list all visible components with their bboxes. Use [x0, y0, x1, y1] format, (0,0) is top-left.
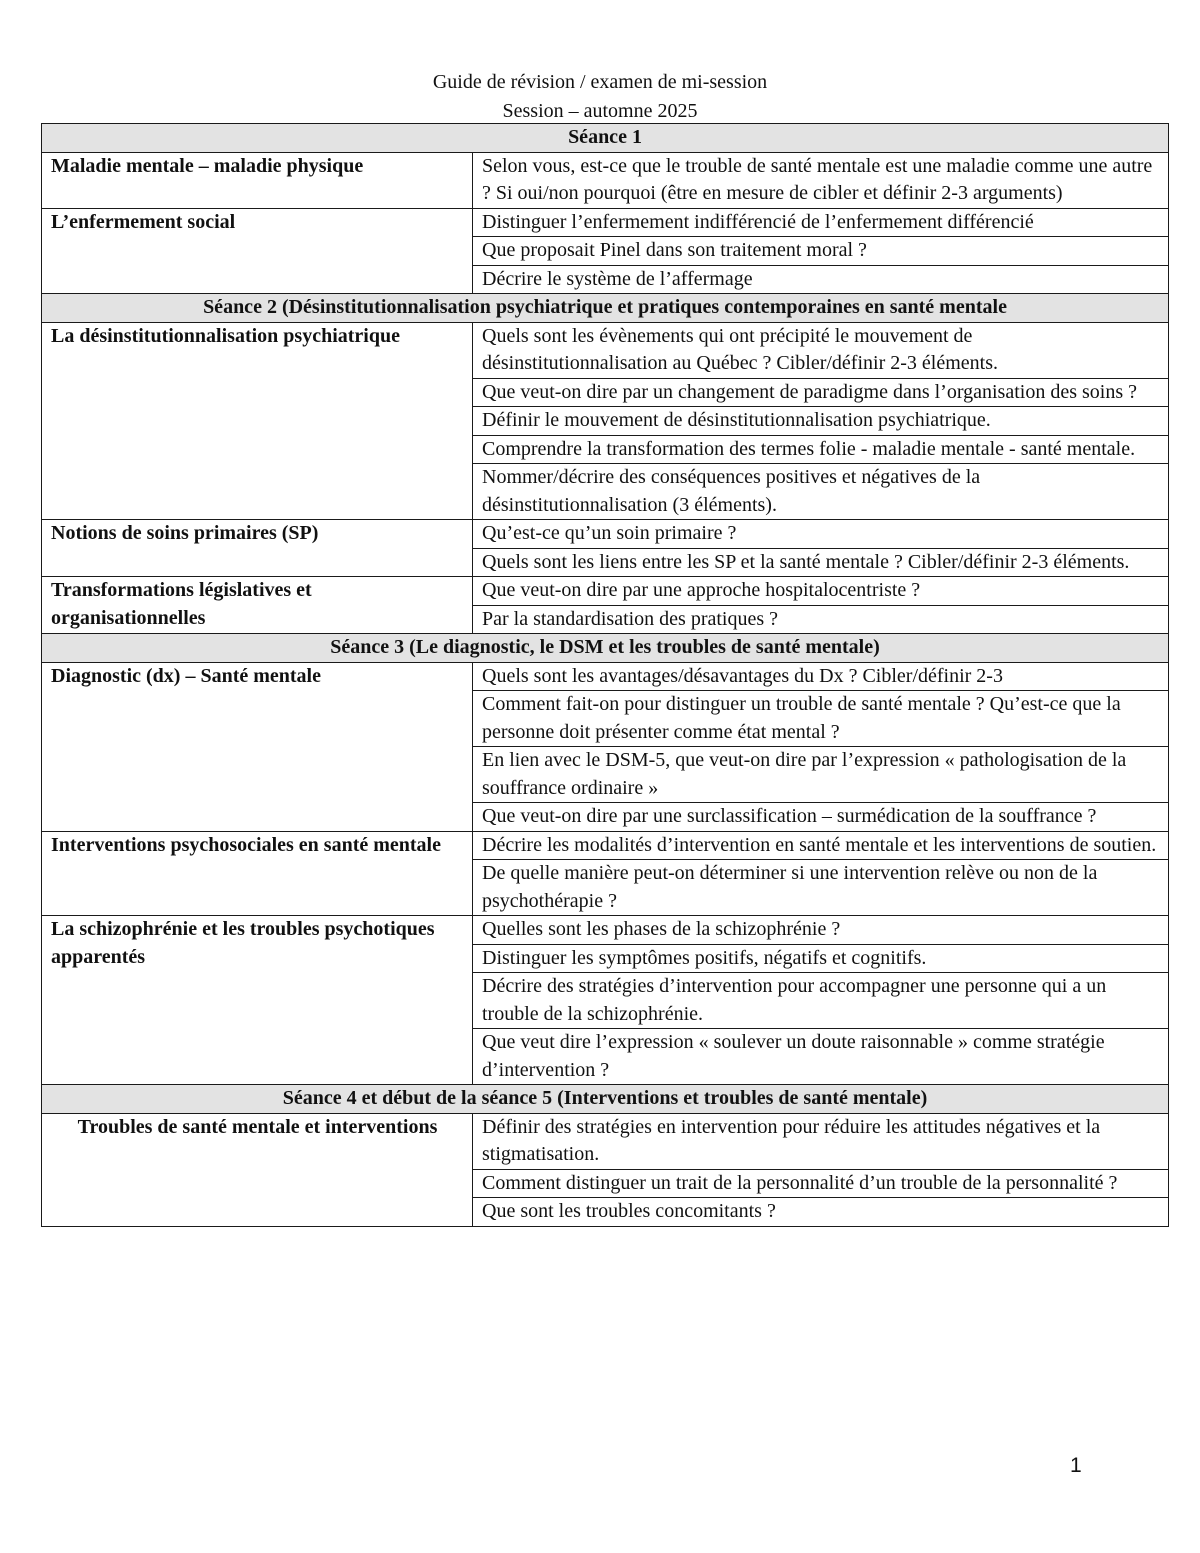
section-header-row [42, 124, 1169, 153]
question-cell: Décrire des stratégies d’intervention pour accompagner une personne qui a un trouble de la schizophrénie. [473, 973, 1169, 1029]
question-cell: Selon vous, est-ce que le trouble de santé mentale est une maladie comme une autre ? Si oui/non pourquoi (être en mesure de cibler et définir 2-3 arguments) [473, 152, 1169, 208]
question-cell: Que veut dire l’expression « soulever un doute raisonnable » comme stratégie d’intervention ? [473, 1029, 1169, 1085]
question-cell: Que proposait Pinel dans son traitement moral ? [473, 237, 1169, 266]
question-cell: Par la standardisation des pratiques ? [473, 605, 1169, 634]
question-row [42, 831, 1169, 860]
question-cell: De quelle manière peut-on déterminer si une intervention relève ou non de la psychothérapie ? [473, 860, 1169, 916]
question-cell: Définir des stratégies en intervention pour réduire les attitudes négatives et la stigmatisation. [473, 1113, 1169, 1169]
question-cell: Quelles sont les phases de la schizophrénie ? [473, 916, 1169, 945]
section-title: Séance 2 (Désinstitutionnalisation psychiatrique et pratiques contemporaines en santé mentale [42, 294, 1169, 323]
topic-cell: La désinstitutionnalisation psychiatrique [42, 322, 473, 520]
topic-cell: Diagnostic (dx) – Santé mentale [42, 662, 473, 831]
question-cell: Décrire les modalités d’intervention en santé mentale et les interventions de soutien. [473, 831, 1169, 860]
section-title: Séance 1 [42, 124, 1169, 153]
question-row [42, 208, 1169, 237]
section-header-row [42, 634, 1169, 663]
question-cell: Que sont les troubles concomitants ? [473, 1198, 1169, 1227]
question-row [42, 520, 1169, 549]
question-cell: Comment distinguer un trait de la personnalité d’un trouble de la personnalité ? [473, 1169, 1169, 1198]
question-row [42, 577, 1169, 606]
question-row [42, 662, 1169, 691]
question-cell: Comprendre la transformation des termes folie - maladie mentale - santé mentale. [473, 435, 1169, 464]
question-cell: Distinguer les symptômes positifs, négatifs et cognitifs. [473, 944, 1169, 973]
question-row [42, 322, 1169, 378]
section-title: Séance 4 et début de la séance 5 (Interventions et troubles de santé mentale) [42, 1085, 1169, 1114]
review-table [41, 123, 1169, 1227]
section-header-row [42, 294, 1169, 323]
question-row [42, 1113, 1169, 1169]
session-label: Session – automne 2025 [502, 100, 698, 122]
question-cell: Définir le mouvement de désinstitutionnalisation psychiatrique. [473, 407, 1169, 436]
question-cell: Que veut-on dire par un changement de paradigme dans l’organisation des soins ? [473, 378, 1169, 407]
topic-cell: L’enfermement social [42, 208, 473, 294]
section-title: Séance 3 (Le diagnostic, le DSM et les troubles de santé mentale) [42, 634, 1169, 663]
question-cell: Quels sont les liens entre les SP et la santé mentale ? Cibler/définir 2-3 éléments. [473, 548, 1169, 577]
topic-cell: Troubles de santé mentale et interventions [42, 1113, 473, 1226]
question-cell: Décrire le système de l’affermage [473, 265, 1169, 294]
question-row [42, 152, 1169, 208]
question-cell: Comment fait-on pour distinguer un trouble de santé mentale ? Qu’est-ce que la personne doit présenter comme état mental ? [473, 691, 1169, 747]
topic-cell: Interventions psychosociales en santé mentale [42, 831, 473, 916]
page-number: 1 [1070, 1454, 1082, 1477]
question-cell: Nommer/décrire des conséquences positives et négatives de la désinstitutionnalisation (3 éléments). [473, 464, 1169, 520]
question-cell: En lien avec le DSM-5, que veut-on dire par l’expression « pathologisation de la souffrance ordinaire » [473, 747, 1169, 803]
page-header [0, 68, 1200, 126]
review-table-body [42, 124, 1169, 1227]
topic-cell: Maladie mentale – maladie physique [42, 152, 473, 208]
topic-cell: La schizophrénie et les troubles psychotiques apparentés [42, 916, 473, 1085]
topic-cell: Transformations législatives et organisationnelles [42, 577, 473, 634]
section-header-row [42, 1085, 1169, 1114]
question-cell: Quels sont les évènements qui ont précipité le mouvement de désinstitutionnalisation au Québec ? Cibler/définir 2-3 éléments. [473, 322, 1169, 378]
question-cell: Quels sont les avantages/désavantages du Dx ? Cibler/définir 2-3 [473, 662, 1169, 691]
topic-cell: Notions de soins primaires (SP) [42, 520, 473, 577]
document-title: Guide de révision / examen de mi-session [432, 71, 768, 93]
question-cell: Qu’est-ce qu’un soin primaire ? [473, 520, 1169, 549]
question-cell: Que veut-on dire par une approche hospitalocentriste ? [473, 577, 1169, 606]
question-cell: Distinguer l’enfermement indifférencié de l’enfermement différencié [473, 208, 1169, 237]
question-row [42, 916, 1169, 945]
question-cell: Que veut-on dire par une surclassification – surmédication de la souffrance ? [473, 803, 1169, 832]
